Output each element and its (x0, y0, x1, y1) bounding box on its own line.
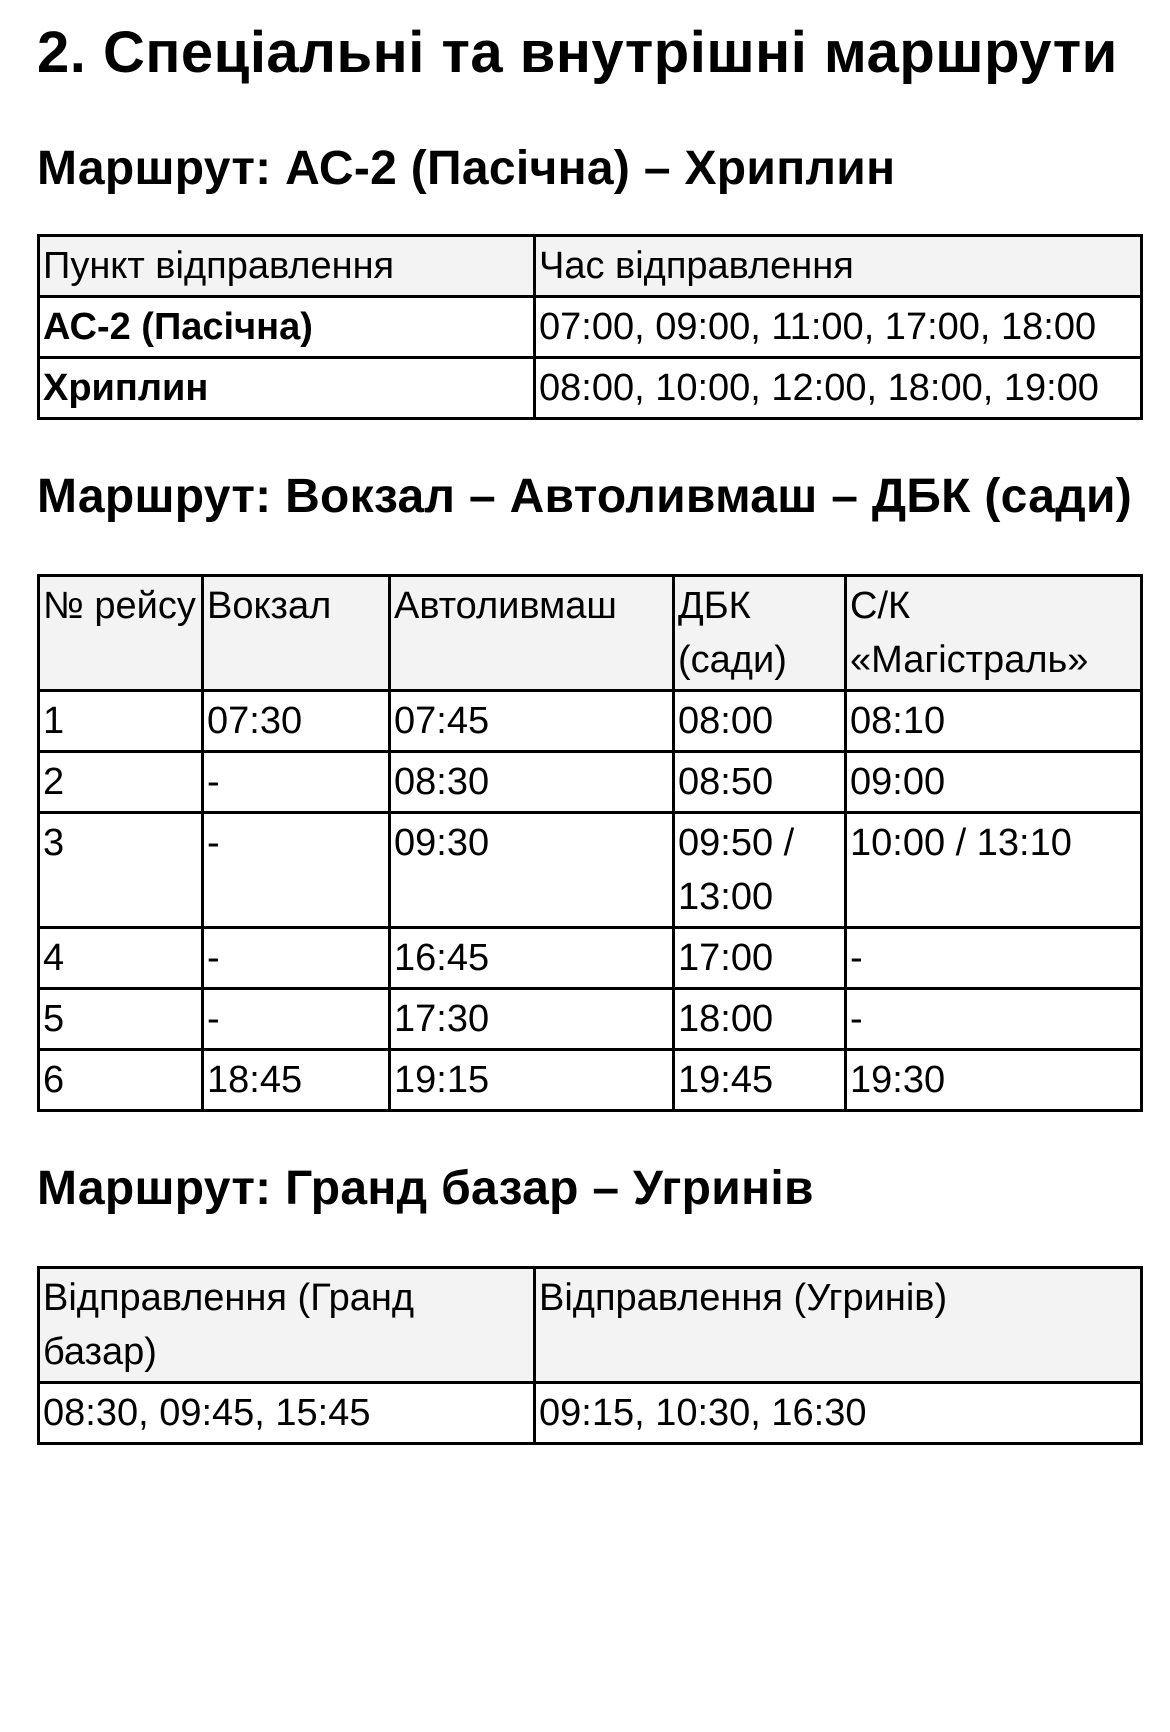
time-cell: - (203, 989, 390, 1050)
time-cell: 08:30 (390, 752, 674, 813)
time-cell: - (203, 752, 390, 813)
schedule-table-vokzal-dbk (37, 574, 1143, 1112)
time-cell: 07:30 (203, 691, 390, 752)
time-cell: 07:45 (390, 691, 674, 752)
column-header: Вокзал (203, 576, 390, 691)
route-title-as2-khryplyn: Маршрут: АС-2 (Пасічна) – Хриплин (37, 142, 896, 195)
departure-point-cell: АС-2 (Пасічна) (39, 297, 535, 358)
trip-number-cell: 2 (39, 752, 203, 813)
table-header-row (39, 576, 1142, 691)
time-cell: 17:30 (390, 989, 674, 1050)
time-cell: - (846, 989, 1142, 1050)
trip-number-cell: 6 (39, 1050, 203, 1111)
document-page (37, 0, 1140, 1445)
schedule-table-as2-khryplyn (37, 234, 1143, 420)
column-header: Відправлення (Угринів) (535, 1268, 1142, 1383)
column-header: Відправлення (Гранд базар) (39, 1268, 535, 1383)
route-title-grand-bazar-uhryniv: Маршрут: Гранд базар – Угринів (37, 1162, 814, 1215)
trip-number-cell: 1 (39, 691, 203, 752)
table-row (39, 1383, 1142, 1444)
trip-number-cell: 3 (39, 813, 203, 928)
schedule-table-grand-bazar-uhryniv (37, 1266, 1143, 1445)
column-header: Час відправлення (535, 236, 1142, 297)
time-cell: 18:45 (203, 1050, 390, 1111)
trip-number-cell: 4 (39, 928, 203, 989)
time-cell: 08:10 (846, 691, 1142, 752)
time-cell: 10:00 / 13:10 (846, 813, 1142, 928)
time-cell: 16:45 (390, 928, 674, 989)
time-cell: - (203, 928, 390, 989)
column-header: № рейсу (39, 576, 203, 691)
time-cell: 08:50 (674, 752, 846, 813)
time-cell: 09:50 / 13:00 (674, 813, 846, 928)
column-header: Автоливмаш (390, 576, 674, 691)
time-cell: - (203, 813, 390, 928)
table-row (39, 813, 1142, 928)
departure-point-cell: Хриплин (39, 358, 535, 419)
page-title: 2. Спеціальні та внутрішні маршрути (37, 20, 1118, 85)
time-cell: 09:00 (846, 752, 1142, 813)
time-cell: 18:00 (674, 989, 846, 1050)
time-cell: - (846, 928, 1142, 989)
departure-times-cell: 07:00, 09:00, 11:00, 17:00, 18:00 (535, 297, 1142, 358)
time-cell: 09:30 (390, 813, 674, 928)
table-row (39, 1050, 1142, 1111)
route-title-vokzal-dbk: Маршрут: Вокзал – Автоливмаш – ДБК (сади) (37, 470, 1133, 523)
time-cell: 08:00 (674, 691, 846, 752)
column-header: С/К «Магістраль» (846, 576, 1142, 691)
departure-times-cell: 08:00, 10:00, 12:00, 18:00, 19:00 (535, 358, 1142, 419)
time-cell: 17:00 (674, 928, 846, 989)
table-row (39, 297, 1142, 358)
time-cell: 19:45 (674, 1050, 846, 1111)
table-row (39, 928, 1142, 989)
table-row (39, 691, 1142, 752)
table-header-row (39, 1268, 1142, 1383)
table-row (39, 752, 1142, 813)
table-row (39, 989, 1142, 1050)
column-header: ДБК (сади) (674, 576, 846, 691)
time-cell: 19:15 (390, 1050, 674, 1111)
trip-number-cell: 5 (39, 989, 203, 1050)
departure-times-cell: 08:30, 09:45, 15:45 (39, 1383, 535, 1444)
time-cell: 19:30 (846, 1050, 1142, 1111)
column-header: Пункт відправлення (39, 236, 535, 297)
departure-times-cell: 09:15, 10:30, 16:30 (535, 1383, 1142, 1444)
table-row (39, 358, 1142, 419)
table-header-row (39, 236, 1142, 297)
